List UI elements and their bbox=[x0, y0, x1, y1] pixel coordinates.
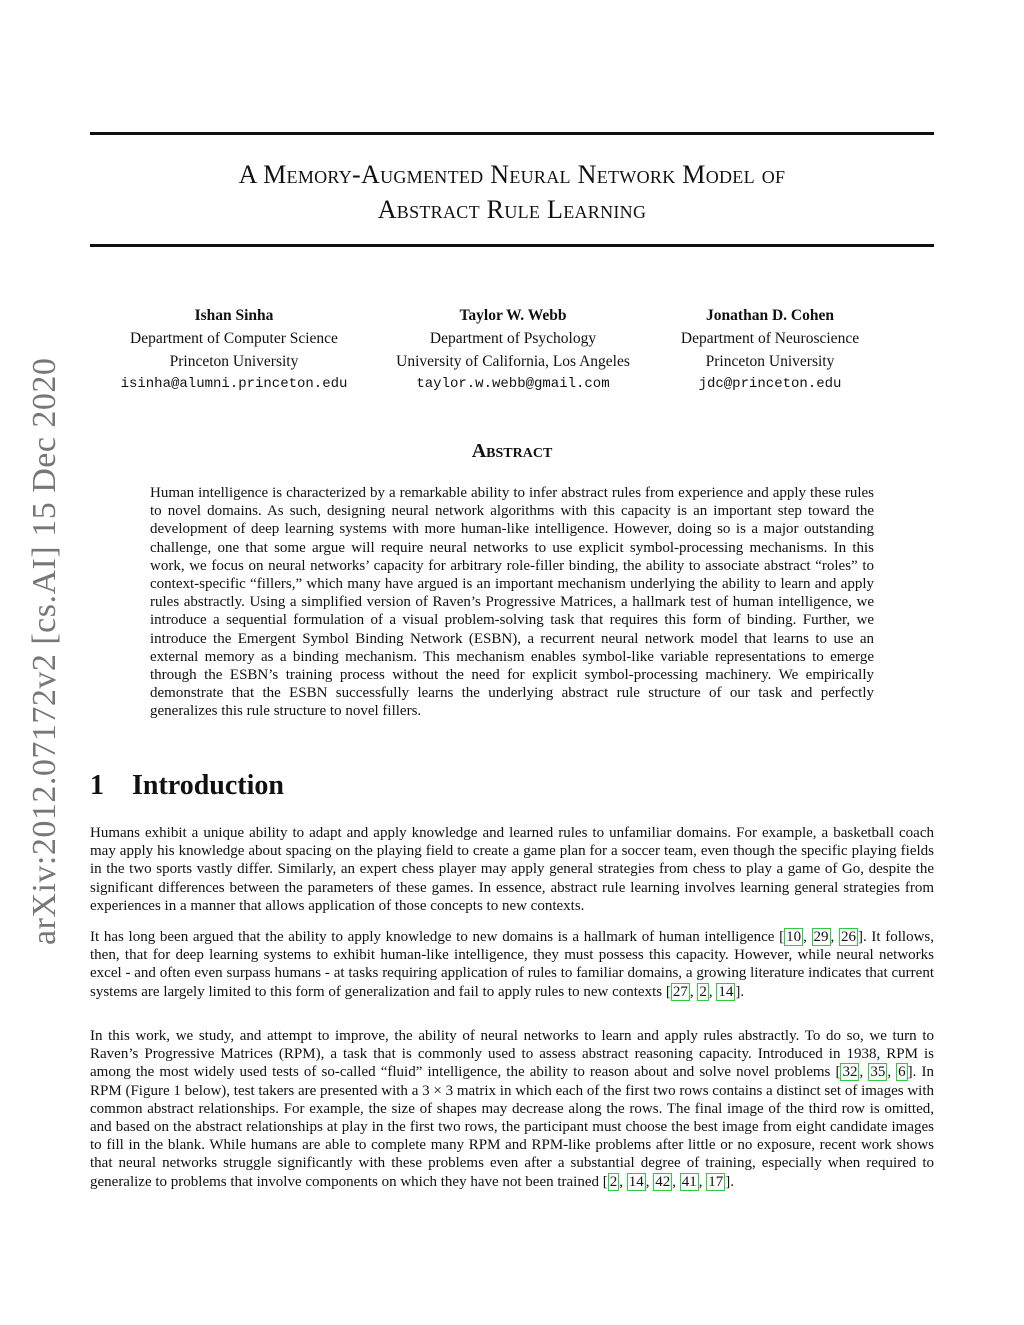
section-number: 1 bbox=[90, 770, 104, 801]
citation-separator: , bbox=[689, 983, 698, 1000]
author-department: Department of Computer Science bbox=[130, 330, 338, 347]
author-institution: Princeton University bbox=[169, 353, 299, 370]
citation-link[interactable]: 32 bbox=[842, 1064, 858, 1081]
citation-link[interactable]: 2 bbox=[699, 983, 707, 1000]
citation-separator: , bbox=[645, 1173, 654, 1190]
paragraph: Humans exhibit a unique ability to adapt and apply knowledge and learned rules to unfamiliar domains. For example, a basketball coach may apply his knowledge about spacing on the playing field to create a game plan for a soccer team, even though the specific playing fields in the two sports vastly differ. Similarly, an expert chess player may apply general strategies from chess to play a game of Go, despite the significant differences between the parameters of these games. In essence, abstract rule learning involves learning general strategies from experiences in a manner that allows application of those concepts to new contexts. bbox=[90, 825, 934, 914]
citation-link[interactable]: 10 bbox=[786, 929, 802, 945]
paragraph-text: ]. It follows, then, that for deep learning systems to exhibit human-like intelligence, they must possess this capacity. However, while neural networks excel - and often even surpass humans - at tasks requiring application of rules to familiar domains, a growing literature indicates that current systems are largely limited to this form of generalization and fail to apply rules to new contexts [ bbox=[90, 929, 934, 1000]
citation-link[interactable]: 6 bbox=[898, 1064, 906, 1081]
citation-link[interactable]: 27 bbox=[672, 983, 688, 1000]
author-name: Jonathan D. Cohen bbox=[706, 307, 834, 324]
citation-separator: , bbox=[672, 1173, 680, 1190]
paragraph-text: ]. bbox=[735, 983, 745, 1000]
author-email[interactable]: jdc@princeton.edu bbox=[698, 376, 842, 392]
author-block bbox=[383, 304, 643, 396]
paragraph bbox=[90, 928, 934, 1001]
paragraph-text: ]. In RPM (Figure 1 below), test takers are presented with a 3 × 3 matrix in which each of the first two rows contains a distinct set of images with common abstract relationships. For example, the size of shapes may decrease along the rows. The final image of the third row is omitted, and based on the abstract relationships at play in the first two rows, the participant must choose the best image from eight candidate images to fill in the blank. While humans are able to complete many RPM and RPM-like problems after little or no exposure, recent work shows that neural networks struggle significantly with these problems even after a substantial degree of training, especially when required to generalize to problems that involve components on which they have not been trained [ bbox=[90, 1064, 935, 1190]
author-email[interactable]: taylor.w.webb@gmail.com bbox=[416, 376, 610, 392]
author-department: Department of Neuroscience bbox=[680, 330, 860, 347]
citation-link[interactable]: 26 bbox=[840, 929, 856, 945]
citation-separator: , bbox=[887, 1064, 897, 1081]
author-institution: Princeton University bbox=[705, 353, 835, 370]
author-name: Taylor W. Webb bbox=[459, 307, 567, 324]
citation-separator: , bbox=[708, 983, 717, 1000]
section-heading bbox=[90, 770, 284, 802]
paragraph-text: ]. bbox=[725, 1173, 735, 1190]
author-department: Department of Psychology bbox=[429, 330, 597, 347]
citation-separator: , bbox=[619, 1173, 627, 1190]
author-name: Ishan Sinha bbox=[194, 307, 274, 324]
citation-link[interactable]: 29 bbox=[813, 929, 829, 945]
abstract-body: Human intelligence is characterized by a remarkable ability to infer abstract rules from experience and apply these rules to novel domains. As such, designing neural network algorithms with this capacity is an important step toward the development of deep learning systems with more human-like intelligence. However, doing so is a major outstanding challenge, one that some argue will require neural networks to use explicit symbol-processing mechanisms. In this work, we focus on neural networks’ capacity for arbitrary role-filler binding, the ability to associate abstract “roles” to context-specific “fillers,” which many have argued is an important mechanism underlying the ability to learn and apply rules abstractly. Using a simplified version of Raven’s Progressive Matrices, a hallmark test of human intelligence, we introduce a sequential formulation of a visual problem-solving task that requires this form of binding. Further, we introduce the Emergent Symbol Binding Network (ESBN), a recurrent neural network model that learns to use an external memory as a binding mechanism. This mechanism enables symbol-like variable representations to emerge through the ESBN’s training process without the need for explicit symbol-processing machinery. We empirically demonstrate that the ESBN successfully learns the underlying abstract rule structure of our task and perfectly generalizes this rule structure to novel fillers. bbox=[150, 485, 874, 720]
citation-separator: , bbox=[859, 1064, 869, 1081]
citation-separator: , bbox=[698, 1173, 707, 1190]
paper-title-line-2: Abstract Rule Learning bbox=[377, 195, 647, 224]
citation-link[interactable]: 17 bbox=[708, 1173, 724, 1190]
author-block bbox=[640, 304, 900, 396]
citation-link[interactable]: 41 bbox=[681, 1173, 697, 1190]
citation-separator: , bbox=[803, 929, 812, 945]
citation-link[interactable]: 2 bbox=[609, 1173, 618, 1190]
citation-link[interactable]: 14 bbox=[628, 1173, 644, 1190]
section-title: Introduction bbox=[132, 770, 284, 801]
citation-link[interactable]: 42 bbox=[655, 1173, 671, 1190]
author-institution: University of California, Los Angeles bbox=[396, 353, 630, 370]
title-rule-bottom bbox=[90, 244, 934, 247]
paper-title-line-1: A Memory-Augmented Neural Network Model of bbox=[238, 160, 786, 189]
author-block bbox=[104, 304, 364, 396]
citation-separator: , bbox=[830, 929, 839, 945]
paragraph-text: It has long been argued that the ability to apply knowledge to new domains is a hallmark of human intelligence [ bbox=[90, 929, 785, 945]
citation-link[interactable]: 35 bbox=[870, 1064, 886, 1081]
citation-link[interactable]: 14 bbox=[718, 983, 734, 1000]
author-email[interactable]: isinha@alumni.princeton.edu bbox=[120, 376, 348, 392]
arxiv-sidebar-stamp: arXiv:2012.07172v2 [cs.AI] 15 Dec 2020 bbox=[26, 357, 63, 945]
abstract-heading: Abstract bbox=[471, 440, 553, 462]
title-rule-top bbox=[90, 132, 934, 135]
paragraph-text: In this work, we study, and attempt to improve, the ability of neural networks to learn and apply rules abstractly. To do so, we turn to Raven’s Progressive Matrices (RPM), a task that is commonly used to assess abstract reasoning capacity. Introduced in 1938, RPM is among the most widely used tests of so-called “fluid” intelligence, the ability to reason about and solve novel problems [ bbox=[90, 1028, 934, 1081]
paragraph bbox=[90, 1027, 934, 1191]
